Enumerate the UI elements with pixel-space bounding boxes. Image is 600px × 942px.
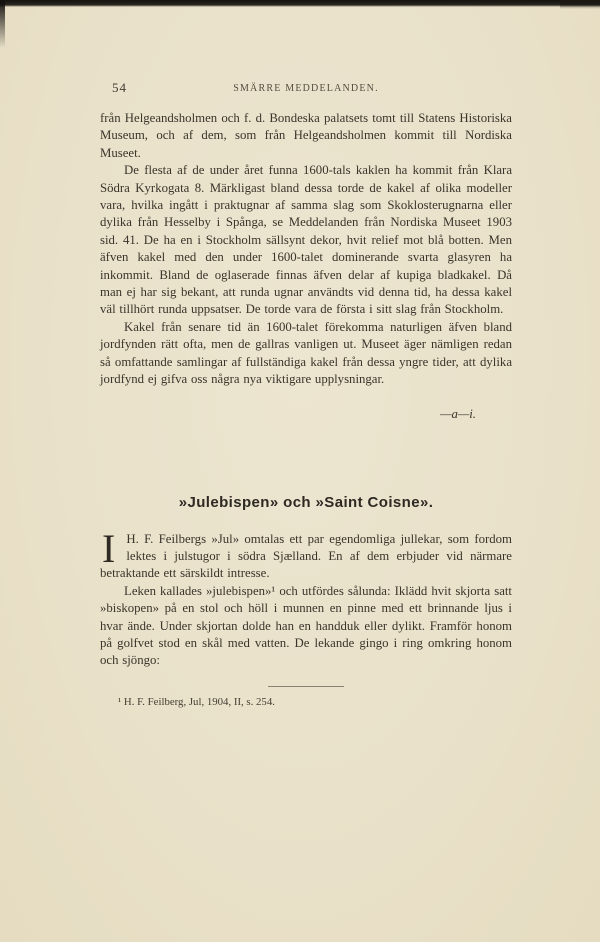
article-kakel — [100, 110, 512, 389]
article-julebispen — [100, 525, 512, 670]
scan-edge-top — [0, 0, 600, 7]
scan-edge-left — [0, 0, 5, 48]
paragraph: Leken kallades »julebispen»¹ och utfördes sålunda: Iklädd hvit skjorta satt »biskopen» på en stol och höll i munnen en pinne med ett brinnande ljus i hvar ände. Under skjortan dolde han en handduk eller dylikt. Framför honom på golfvet stod en skål med vatten. De lekande gingo i ring omkring honom och sjöngo: — [100, 583, 512, 668]
paragraph-continuation: från Helgeandsholmen och f. d. Bondeska palatsets tomt till Statens Historiska Museum, och af dem, som från Helgeandsholmen kommit till Nordiska Museet. — [100, 111, 512, 160]
footnote-separator — [268, 686, 344, 687]
paragraph-dropcap — [100, 525, 512, 583]
scan-corner-right — [560, 0, 600, 9]
paragraph-text: H. F. Feilbergs »Jul» omtalas ett par egendomliga jullekar, som fordom lektes i julstugor i södra Sjælland. En af dem erbjuder vid närmare betraktande ett särskildt intresse. — [100, 531, 512, 581]
author-signature: —a—i. — [440, 406, 476, 421]
text-column — [100, 80, 512, 709]
paragraph: Kakel från senare tid än 1600-talet förekomma naturligen äfven bland jordfynden rätt ofta, men de gallras vanligen ut. Museet äger nämligen redan så omfattande samlingar af fullständiga kakel från dessa yngre tider, att dylika jordfynd ej gifva oss några nya viktigare upplysningar. — [100, 319, 512, 387]
running-head: SMÄRRE MEDDELANDEN. — [233, 83, 379, 94]
drop-cap: I — [102, 525, 116, 571]
paragraph: De flesta af de under året funna 1600-tals kaklen ha kommit från Klara Södra Kyrkogata 8. Märkligast bland dessa torde de kakel af olika modeller vara, hvilka ingått i praktugnar af samma slag som Skoklosterugnarna eller dylika från Hesselby i Spånga, se Meddelanden från Nordiska Museet 1903 sid. 41. De ha en i Stockholm sällsynt dekor, hvit relief mot blå botten. Men äfven kakel med den under 1600-talet dominerande svarta glasyren ha inkommit. Bland de oglaserade finnas äfven delar af kupiga bladkakel. Då man ej har sig bekant, att runda ugnar användts vid denna tid, ha dessa kakel väl tillhört runda uppsatser. De torde vara de första i sitt slag från Stockholm. — [100, 163, 512, 317]
page-header — [100, 80, 512, 96]
footnote: ¹ H. F. Feilberg, Jul, 1904, II, s. 254. — [118, 695, 275, 708]
article-title: »Julebispen» och »Saint Coisne». — [178, 493, 434, 511]
page-number: 54 — [112, 80, 127, 95]
